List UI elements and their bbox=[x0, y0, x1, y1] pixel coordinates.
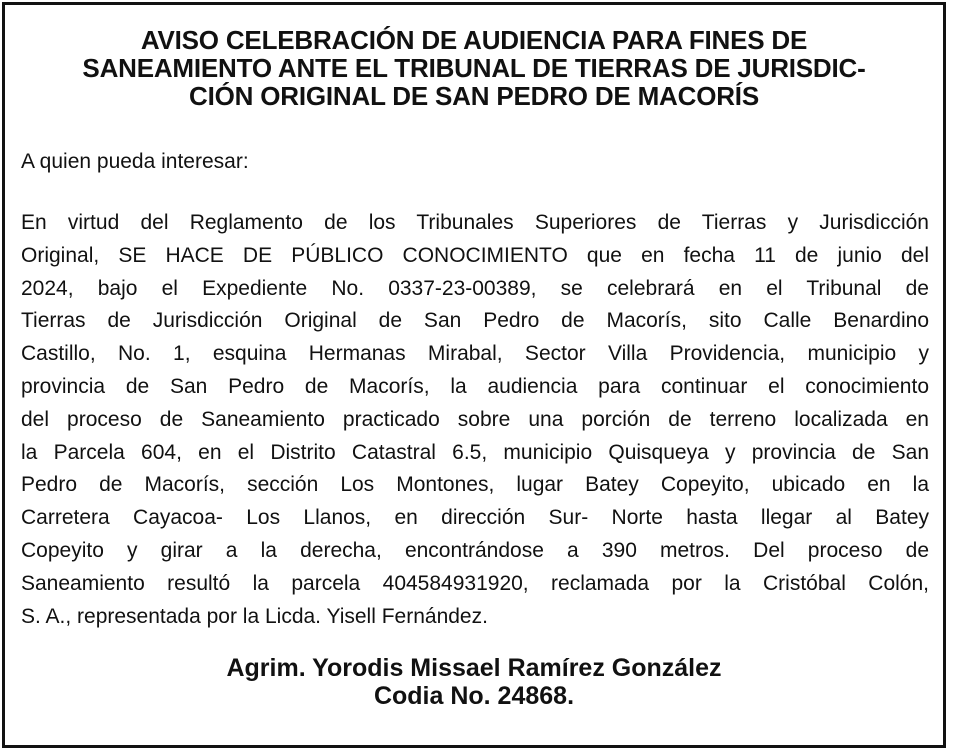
notice-title-line: SANEAMIENTO ANTE EL TRIBUNAL DE TIERRAS DE JURISDIC- bbox=[82, 53, 866, 83]
body-line: Carretera Cayacoa- Los Llanos, en dirección Sur- Norte hasta llegar al Batey bbox=[21, 506, 929, 530]
codia-number: Codia No. 24868. bbox=[373, 682, 575, 710]
body-line: S. A., representada por la Licda. Yisell Fernández. bbox=[21, 604, 488, 628]
notice-body bbox=[21, 207, 929, 633]
body-line: Saneamiento resultó la parcela 404584931920, reclamada por la Cristóbal Colón, bbox=[21, 571, 929, 595]
legal-notice bbox=[2, 2, 946, 748]
signature-block bbox=[5, 654, 943, 710]
notice-title-line: CIÓN ORIGINAL DE SAN PEDRO DE MACORÍS bbox=[189, 81, 759, 111]
notice-title bbox=[5, 26, 943, 110]
body-line: Copeyito y girar a la derecha, encontrándose a 390 metros. Del proceso de bbox=[21, 538, 929, 562]
body-line: provincia de San Pedro de Macorís, la audiencia para continuar el conocimiento bbox=[21, 374, 929, 398]
body-line: del proceso de Saneamiento practicado sobre una porción de terreno localizada en bbox=[21, 407, 929, 431]
body-line: Original, SE HACE DE PÚBLICO CONOCIMIENTO que en fecha 11 de junio del bbox=[21, 243, 929, 267]
body-line: 2024, bajo el Expediente No. 0337-23-00389, se celebrará en el Tribunal de bbox=[21, 276, 929, 300]
body-line: Tierras de Jurisdicción Original de San Pedro de Macorís, sito Calle Benardino bbox=[21, 309, 929, 333]
signatory-name: Agrim. Yorodis Missael Ramírez González bbox=[226, 654, 722, 682]
body-line: En virtud del Reglamento de los Tribunales Superiores de Tierras y Jurisdicción bbox=[21, 211, 929, 234]
body-line: Castillo, No. 1, esquina Hermanas Mirabal, Sector Villa Providencia, municipio y bbox=[21, 342, 929, 366]
body-line: Pedro de Macorís, sección Los Montones, lugar Batey Copeyito, ubicado en la bbox=[21, 473, 929, 497]
body-line: la Parcela 604, en el Distrito Catastral 6.5, municipio Quisqueya y provincia de San bbox=[21, 440, 929, 464]
salutation: A quien pueda interesar: bbox=[21, 150, 249, 173]
notice-title-line: AVISO CELEBRACIÓN DE AUDIENCIA PARA FINES DE bbox=[140, 25, 808, 55]
